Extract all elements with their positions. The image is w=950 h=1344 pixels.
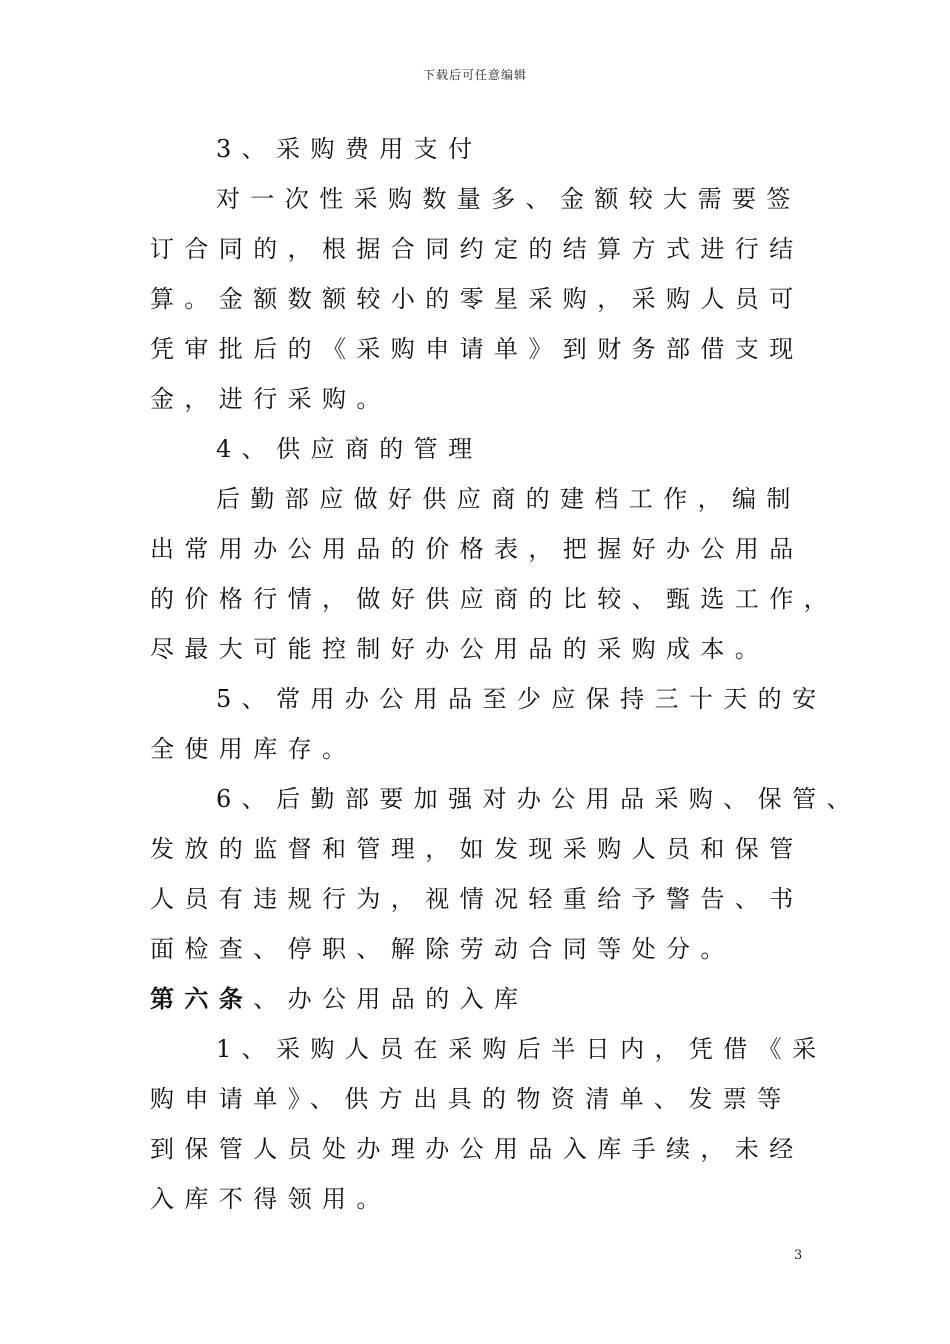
text-line: 订合同的，根据合同约定的结算方式进行结 <box>150 235 804 263</box>
text-line: 6、后勤部要加强对办公用品采购、保管、 <box>216 785 861 813</box>
text-line: 金，进行采购。 <box>150 385 391 413</box>
text-line: 尽最大可能控制好办公用品的采购成本。 <box>150 635 770 663</box>
text-line: 购申请单》、供方出具的物资清单、发票等 <box>150 1085 792 1113</box>
page-number: 3 <box>794 1248 803 1263</box>
section-heading-bold: 第六条 <box>150 985 254 1013</box>
text-line: 人员有违规行为，视情况轻重给予警告、书 <box>150 885 804 913</box>
text-line: 的价格行情，做好供应商的比较、甄选工作， <box>150 585 838 613</box>
text-line: 算。金额数额较小的零星采购，采购人员可 <box>150 285 804 313</box>
text-line: 1、采购人员在采购后半日内，凭借《采 <box>216 1035 827 1063</box>
document-body <box>150 124 861 1224</box>
text-line: 4、供应商的管理 <box>216 435 483 463</box>
section-heading-rest: 、办公用品的入库 <box>253 985 529 1013</box>
text-line: 全使用库存。 <box>150 735 357 763</box>
section-heading <box>150 974 810 1024</box>
text-line: 对一次性采购数量多、金额较大需要签 <box>216 185 801 213</box>
header-note: 下载后可任意编辑 <box>422 68 527 82</box>
text-line: 发放的监督和管理，如发现采购人员和保管 <box>150 835 804 863</box>
text-line: 到保管人员处办理办公用品入库手续，未经 <box>150 1135 804 1163</box>
text-line: 凭审批后的《采购申请单》到财务部借支现 <box>150 335 804 363</box>
text-line: 3、采购费用支付 <box>216 135 483 163</box>
text-line: 入库不得领用。 <box>150 1185 391 1213</box>
text-line: 5、常用办公用品至少应保持三十天的安 <box>216 685 827 713</box>
text-line: 面检查、停职、解除劳动合同等处分。 <box>150 935 735 963</box>
text-line: 出常用办公用品的价格表，把握好办公用品 <box>150 535 804 563</box>
text-line: 后勤部应做好供应商的建档工作，编制 <box>216 485 801 513</box>
